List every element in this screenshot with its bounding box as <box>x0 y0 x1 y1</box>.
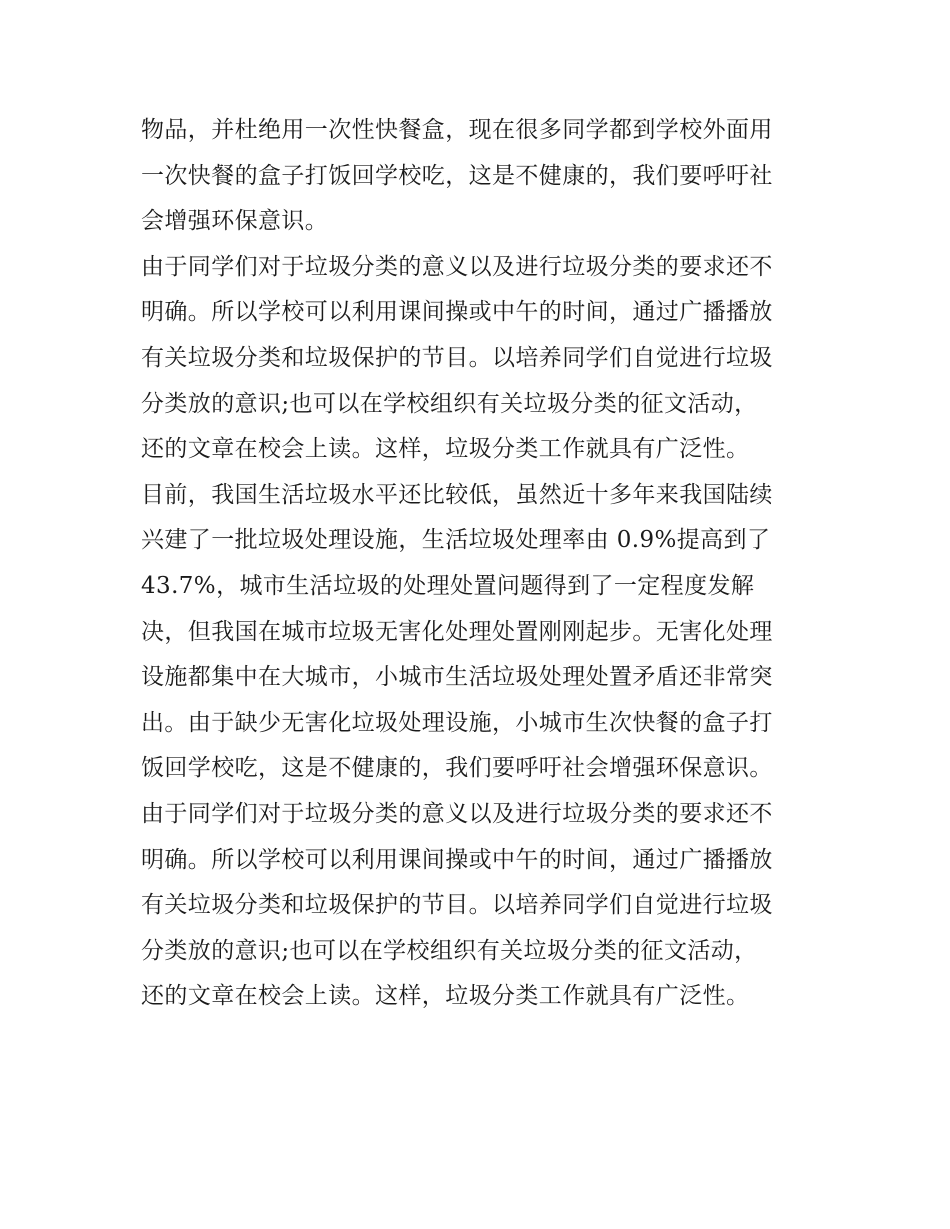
text-line: 分类放的意识;也可以在学校组织有关垃圾分类的征文活动， <box>141 937 758 964</box>
text-line: 出。由于缺少无害化垃圾处理设施，小城市生次快餐的盒子打 <box>141 709 773 736</box>
text-line: 43.7%，城市生活垃圾的处理处置问题得到了一定程度发解 <box>141 572 755 599</box>
text-line: 一次快餐的盒子打饭回学校吃，这是不健康的，我们要呼吁社 <box>141 162 773 189</box>
text-line: 决，但我国在城市垃圾无害化处理处置刚刚起步。无害化处理 <box>141 618 773 645</box>
text-line: 有关垃圾分类和垃圾保护的节目。以培养同学们自觉进行垃圾 <box>141 344 773 371</box>
text-line: 分类放的意识;也可以在学校组织有关垃圾分类的征文活动， <box>141 390 758 417</box>
document-text-body <box>141 108 821 1020</box>
text-line: 明确。所以学校可以利用课间操或中午的时间，通过广播播放 <box>141 299 773 326</box>
text-line: 目前，我国生活垃圾水平还比较低，虽然近十多年来我国陆续 <box>141 481 773 508</box>
text-line: 还的文章在校会上读。这样，垃圾分类工作就具有广泛性。 <box>141 436 750 463</box>
text-line: 物品，并杜绝用一次性快餐盒，现在很多同学都到学校外面用 <box>141 117 773 143</box>
text-line: 还的文章在校会上读。这样，垃圾分类工作就具有广泛性。 <box>141 983 750 1010</box>
text-line: 由于同学们对于垃圾分类的意义以及进行垃圾分类的要求还不 <box>141 253 773 280</box>
text-line: 兴建了一批垃圾处理设施，生活垃圾处理率由 0.9%提高到了 <box>141 527 771 554</box>
text-line: 设施都集中在大城市，小城市生活垃圾处理处置矛盾还非常突 <box>141 664 773 691</box>
text-line: 会增强环保意识。 <box>141 208 329 235</box>
text-line: 由于同学们对于垃圾分类的意义以及进行垃圾分类的要求还不 <box>141 800 773 827</box>
text-line: 有关垃圾分类和垃圾保护的节目。以培养同学们自觉进行垃圾 <box>141 892 773 919</box>
text-line: 明确。所以学校可以利用课间操或中午的时间，通过广播播放 <box>141 846 773 873</box>
text-line: 饭回学校吃，这是不健康的，我们要呼吁社会增强环保意识。 <box>141 755 773 782</box>
